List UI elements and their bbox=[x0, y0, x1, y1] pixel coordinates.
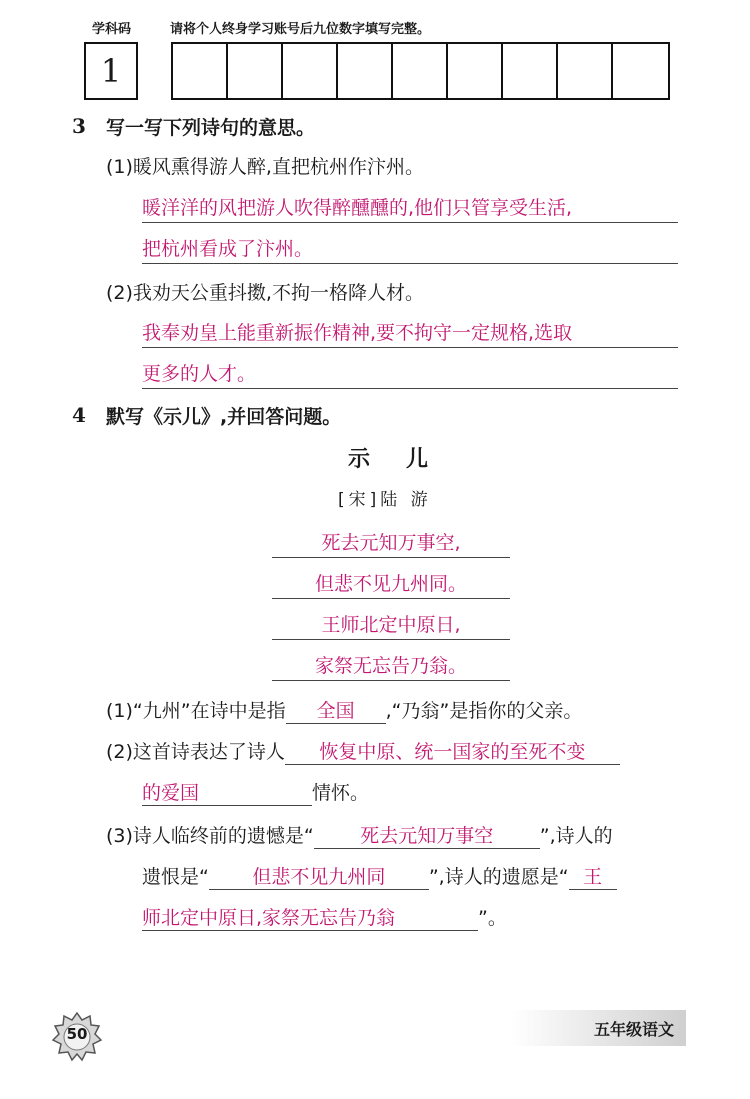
grade-subject-label: 五年级语文 bbox=[593, 1019, 674, 1039]
sub-question-3 bbox=[106, 821, 613, 849]
digit-box[interactable] bbox=[393, 44, 448, 98]
question-number: 4 bbox=[72, 403, 86, 427]
footer-grade-subject bbox=[512, 1010, 686, 1046]
sub-question-text: 遗恨是“ bbox=[142, 866, 209, 888]
sub-question-text: ”,诗人的 bbox=[539, 825, 613, 847]
answer-line: 把杭州看成了汴州。 bbox=[142, 234, 678, 264]
poem-line: 但悲不见九州同。 bbox=[272, 569, 510, 599]
sub-question-text: (1)“九州”在诗中是指 bbox=[106, 700, 286, 722]
sub-question-3-line3 bbox=[142, 903, 507, 931]
sub-question-text: ”。 bbox=[478, 907, 507, 929]
sub-question-text: (2)这首诗表达了诗人 bbox=[106, 741, 285, 763]
sub-question-1 bbox=[106, 696, 582, 724]
digit-box[interactable] bbox=[283, 44, 338, 98]
digit-box[interactable] bbox=[503, 44, 558, 98]
answer-blank: 但悲不见九州同 bbox=[209, 862, 429, 890]
digit-box[interactable] bbox=[173, 44, 228, 98]
answer-blank: 的爱国 bbox=[142, 778, 312, 806]
question-number: 3 bbox=[72, 114, 86, 138]
sub-question-2 bbox=[106, 737, 620, 765]
poem-line: 家祭无忘告乃翁。 bbox=[272, 651, 510, 681]
poem-prompt: (1)暖风熏得游人醉,直把杭州作汴州。 bbox=[106, 156, 424, 178]
answer-blank: 死去元知万事空 bbox=[314, 821, 540, 849]
poem-line: 死去元知万事空, bbox=[272, 528, 510, 558]
subject-code-label: 学科码 bbox=[92, 22, 132, 37]
question-title: 写一写下列诗句的意思。 bbox=[106, 117, 316, 139]
digit-box[interactable] bbox=[613, 44, 668, 98]
sub-question-text: ,“乃翁”是指你的父亲。 bbox=[385, 700, 583, 722]
poem-prompt: (2)我劝天公重抖擞,不拘一格降人材。 bbox=[106, 282, 424, 304]
answer-line: 暖洋洋的风把游人吹得醉醺醺的,他们只管享受生活, bbox=[142, 193, 678, 223]
sub-question-text: 情怀。 bbox=[312, 782, 370, 804]
page-number: 50 bbox=[66, 1025, 88, 1043]
sub-question-3-line2 bbox=[142, 862, 617, 890]
sub-question-2-cont bbox=[142, 778, 369, 806]
poem-line: 王师北定中原日, bbox=[272, 610, 510, 640]
answer-blank: 王 bbox=[569, 862, 617, 890]
answer-line: 更多的人才。 bbox=[142, 359, 678, 389]
digit-box[interactable] bbox=[558, 44, 613, 98]
subject-code: 1 bbox=[100, 52, 122, 90]
answer-line: 我奉劝皇上能重新振作精神,要不拘守一定规格,选取 bbox=[142, 318, 678, 348]
sub-question-text: (3)诗人临终前的遗憾是“ bbox=[106, 825, 314, 847]
answer-blank: 全国 bbox=[286, 696, 386, 724]
digit-box[interactable] bbox=[228, 44, 283, 98]
poem-title: 示儿 bbox=[348, 447, 465, 472]
account-instruction: 请将个人终身学习账号后九位数字填写完整。 bbox=[170, 22, 431, 37]
digit-box[interactable] bbox=[448, 44, 503, 98]
account-digit-boxes[interactable] bbox=[171, 42, 670, 100]
digit-box[interactable] bbox=[338, 44, 393, 98]
answer-blank: 师北定中原日,家祭无忘告乃翁 bbox=[142, 903, 478, 931]
poem-author: [宋]陆 游 bbox=[338, 490, 432, 510]
sub-question-text: ”,诗人的遗愿是“ bbox=[428, 866, 569, 888]
question-title: 默写《示儿》,并回答问题。 bbox=[106, 406, 342, 428]
subject-code-box bbox=[84, 42, 138, 100]
answer-blank: 恢复中原、统一国家的至死不变 bbox=[285, 737, 620, 765]
